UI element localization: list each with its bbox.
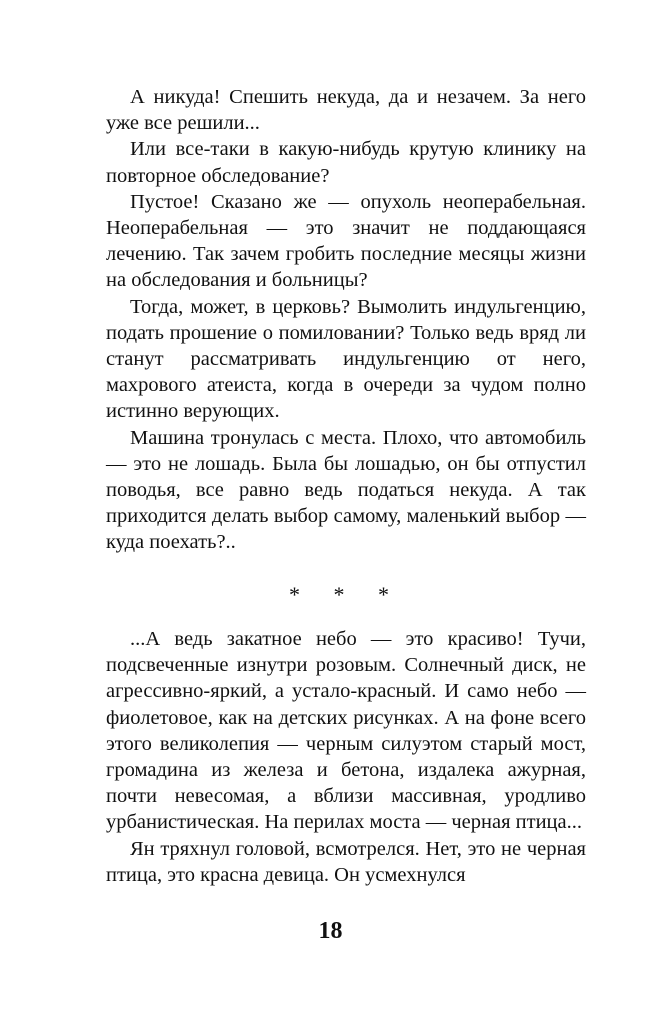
section-separator: * * * <box>289 582 403 607</box>
page-number: 18 <box>318 918 343 944</box>
paragraph-1: А никуда! Спешить некуда, да и незачем. За него уже все решили... <box>106 86 586 135</box>
paragraph-4: Тогда, может, в церковь? Вымолить индульгенцию, подать прошение о помиловании? Только ведь вряд ли станут рассматривать индульгенцию от него, махрового атеиста, когда в очереди за чудом полно истинно верующих. <box>106 295 586 423</box>
text-section-1 <box>106 84 586 556</box>
paragraph-7: Ян тряхнул головой, всмотрелся. Нет, это не черная птица, это красна девица. Он усмехнулся <box>106 837 586 886</box>
paragraph-6: ...А ведь закатное небо — это красиво! Тучи, подсвеченные изнутри розовым. Солнечный диск, не агрессивно-яркий, а устало-красный. И само небо — фиолетовое, как на детских рисунках. А на фоне всего этого великолепия — черным силуэтом старый мост, громадина из железа и бетона, издалека ажурная, почти невесомая, а вблизи массивная, уродливо урбанистическая. На перилах моста — черная птица... <box>106 628 586 834</box>
paragraph-2: Или все-таки в какую-нибудь крутую клинику на повторное обследование? <box>106 138 586 187</box>
paragraph-3: Пустое! Сказано же — опухоль неоперабельная. Неоперабельная — это значит не поддающаяся лечению. Так зачем гробить последние месяцы жизни на обследования и больницы? <box>106 190 586 292</box>
text-section-2 <box>106 626 586 888</box>
paragraph-5: Машина тронулась с места. Плохо, что автомобиль — это не лошадь. Была бы лошадью, он бы отпустил поводья, все равно ведь податься некуда. А так приходится делать выбор самому, маленький выбор — куда поехать?.. <box>106 426 586 554</box>
